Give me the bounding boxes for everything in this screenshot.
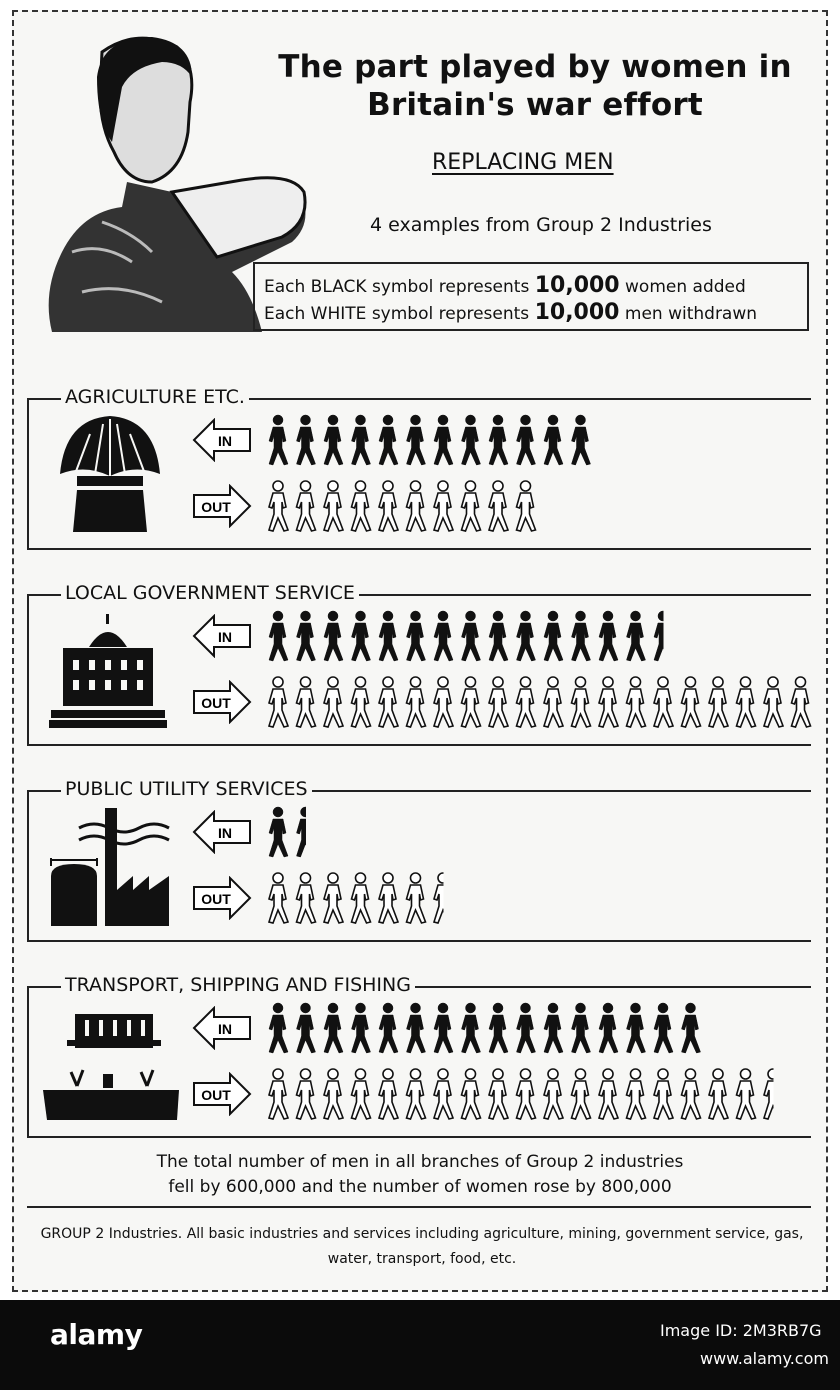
men-figures: [266, 478, 826, 532]
man-symbol: [654, 1069, 673, 1119]
man-symbol: [297, 677, 316, 727]
man-symbol: [379, 677, 398, 727]
summary-line-2: fell by 600,000 and the number of women rose by 800,000: [168, 1177, 672, 1197]
man-symbol: [297, 481, 316, 531]
summary-note: [60, 1150, 780, 1200]
legend-women-number: 10,000: [534, 273, 620, 298]
man-symbol: [324, 873, 343, 923]
man-symbol: [572, 1069, 591, 1119]
woman-symbol: [407, 611, 426, 661]
group-2-label: GROUP 2: [40, 1226, 105, 1242]
title-line-2: Britain's war effort: [367, 87, 703, 123]
woman-symbol: [407, 415, 426, 465]
woman-symbol: [407, 1003, 426, 1053]
woman-symbol: [379, 415, 398, 465]
legend-women-line: [264, 273, 807, 300]
man-symbol: [352, 481, 371, 531]
women-figures: [266, 412, 826, 466]
man-symbol: [599, 1069, 618, 1119]
men-figures: [266, 870, 826, 924]
man-symbol: [434, 481, 453, 531]
out-arrow: [192, 876, 252, 920]
in-label: IN: [218, 433, 232, 449]
woman-symbol: [297, 415, 316, 465]
chart-title: [240, 48, 830, 124]
out-arrow: [192, 484, 252, 528]
man-symbol: [434, 873, 453, 923]
subtitle: REPLACING MEN: [432, 150, 614, 175]
section-title: PUBLIC UTILITY SERVICES: [61, 778, 312, 800]
man-symbol: [489, 481, 508, 531]
man-symbol: [682, 677, 701, 727]
man-symbol: [269, 873, 288, 923]
woman-symbol: [462, 1003, 481, 1053]
legend-women-post: women added: [625, 277, 746, 297]
man-symbol: [792, 677, 811, 727]
woman-symbol: [682, 1003, 701, 1053]
section-local-government: [27, 582, 811, 746]
woman-symbol: [324, 415, 343, 465]
examples-caption: 4 examples from Group 2 Industries: [370, 214, 712, 236]
woman-symbol: [379, 611, 398, 661]
woman-symbol: [352, 611, 371, 661]
man-symbol: [324, 481, 343, 531]
legend-key: [253, 262, 809, 331]
man-symbol: [352, 873, 371, 923]
summary-line-1: The total number of men in all branches of Group 2 industries: [156, 1152, 684, 1172]
man-symbol: [709, 1069, 728, 1119]
man-symbol: [379, 1069, 398, 1119]
woman-symbol: [517, 611, 536, 661]
in-arrow: [192, 810, 252, 854]
man-symbol: [599, 677, 618, 727]
train-and-ship-icon: [41, 1010, 181, 1122]
woman-symbol: [544, 415, 563, 465]
section-title: TRANSPORT, SHIPPING AND FISHING: [61, 974, 415, 996]
man-symbol: [324, 677, 343, 727]
man-symbol: [517, 481, 536, 531]
man-symbol: [379, 873, 398, 923]
out-label: OUT: [201, 1087, 231, 1103]
man-symbol: [654, 677, 673, 727]
woman-symbol: [627, 1003, 646, 1053]
woman-symbol: [269, 1003, 288, 1053]
image-id: Image ID: 2M3RB7G: [660, 1321, 822, 1340]
woman-symbol: [434, 1003, 453, 1053]
man-symbol: [544, 677, 563, 727]
man-symbol: [572, 677, 591, 727]
divider: [27, 1206, 811, 1208]
woman-symbol: [654, 1003, 673, 1053]
man-symbol: [544, 1069, 563, 1119]
out-arrow: [192, 1072, 252, 1116]
woman-symbol: [489, 611, 508, 661]
woman-symbol: [297, 1003, 316, 1053]
man-symbol: [737, 1069, 756, 1119]
man-symbol: [407, 677, 426, 727]
in-arrow: [192, 614, 252, 658]
gasworks-icon: [49, 806, 171, 928]
man-symbol: [407, 873, 426, 923]
man-symbol: [269, 481, 288, 531]
woman-symbol: [572, 1003, 591, 1053]
man-symbol: [407, 1069, 426, 1119]
woman-symbol: [324, 611, 343, 661]
out-label: OUT: [201, 499, 231, 515]
man-symbol: [407, 481, 426, 531]
woman-symbol: [627, 611, 646, 661]
man-symbol: [269, 1069, 288, 1119]
woman-symbol: [269, 611, 288, 661]
legend-men-line: [264, 300, 807, 327]
woman-symbol: [269, 807, 288, 857]
out-label: OUT: [201, 695, 231, 711]
legend-men-pre: Each WHITE symbol represents: [264, 304, 530, 324]
woman-symbol: [572, 415, 591, 465]
woman-symbol: [462, 611, 481, 661]
section-transport: [27, 974, 811, 1138]
woman-symbol: [489, 415, 508, 465]
man-symbol: [737, 677, 756, 727]
man-symbol: [489, 677, 508, 727]
woman-symbol: [599, 611, 618, 661]
group-2-text: All basic industries and services including agriculture, mining, government service, gas, water, transport, food, etc.: [186, 1226, 804, 1267]
man-symbol: [462, 1069, 481, 1119]
out-arrow: [192, 680, 252, 724]
women-figures: [266, 804, 826, 858]
man-symbol: [434, 1069, 453, 1119]
man-symbol: [764, 677, 783, 727]
women-figures: [266, 1000, 826, 1054]
woman-symbol: [599, 1003, 618, 1053]
in-label: IN: [218, 825, 232, 841]
man-symbol: [352, 677, 371, 727]
man-symbol: [379, 481, 398, 531]
group-2-definition: [32, 1222, 812, 1272]
legend-women-pre: Each BLACK symbol represents: [264, 277, 530, 297]
woman-symbol: [297, 611, 316, 661]
section-title: LOCAL GOVERNMENT SERVICE: [61, 582, 359, 604]
man-symbol: [462, 481, 481, 531]
men-figures: [266, 1066, 826, 1120]
woman-symbol: [352, 415, 371, 465]
in-label: IN: [218, 1021, 232, 1037]
men-figures: [266, 674, 826, 728]
in-arrow: [192, 1006, 252, 1050]
woman-symbol: [434, 611, 453, 661]
man-symbol: [517, 1069, 536, 1119]
woman-symbol: [489, 1003, 508, 1053]
watermark-url: www.alamy.com: [700, 1349, 829, 1368]
woman-symbol: [544, 611, 563, 661]
man-symbol: [627, 1069, 646, 1119]
legend-men-post: men withdrawn: [624, 304, 758, 324]
man-symbol: [627, 677, 646, 727]
woman-symbol: [324, 1003, 343, 1053]
woman-symbol: [379, 1003, 398, 1053]
legend-men-number: 10,000: [534, 300, 620, 325]
woman-symbol: [517, 415, 536, 465]
watermark-logo: alamy: [50, 1318, 143, 1351]
domed-building-icon: [49, 612, 167, 730]
man-symbol: [269, 677, 288, 727]
man-symbol: [324, 1069, 343, 1119]
wheat-sheaf-icon: [55, 414, 165, 534]
man-symbol: [297, 873, 316, 923]
woman-symbol: [654, 611, 673, 661]
man-symbol: [297, 1069, 316, 1119]
woman-symbol: [269, 415, 288, 465]
in-arrow: [192, 418, 252, 462]
woman-symbol: [297, 807, 316, 857]
man-symbol: [682, 1069, 701, 1119]
man-symbol: [462, 677, 481, 727]
man-symbol: [489, 1069, 508, 1119]
woman-symbol: [544, 1003, 563, 1053]
woman-symbol: [462, 415, 481, 465]
woman-symbol: [517, 1003, 536, 1053]
section-public-utility: [27, 778, 811, 942]
woman-symbol: [434, 415, 453, 465]
woman-symbol: [352, 1003, 371, 1053]
group-2-label-suffix: Industries.: [108, 1226, 183, 1242]
man-symbol: [352, 1069, 371, 1119]
out-label: OUT: [201, 891, 231, 907]
man-symbol: [517, 677, 536, 727]
woman-symbol: [572, 611, 591, 661]
women-figures: [266, 608, 826, 662]
man-symbol: [434, 677, 453, 727]
section-agriculture: [27, 386, 811, 550]
man-symbol: [764, 1069, 783, 1119]
man-symbol: [709, 677, 728, 727]
section-title: AGRICULTURE ETC.: [61, 386, 249, 408]
in-label: IN: [218, 629, 232, 645]
title-line-1: The part played by women in: [278, 49, 792, 85]
